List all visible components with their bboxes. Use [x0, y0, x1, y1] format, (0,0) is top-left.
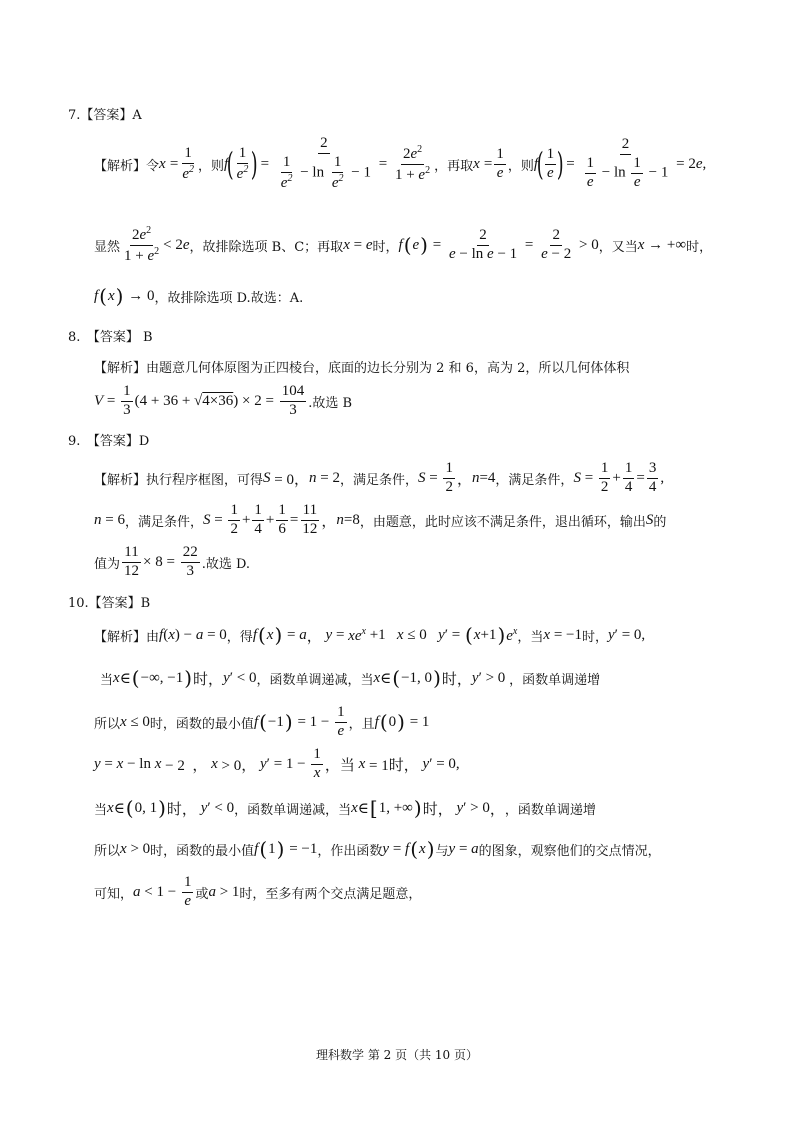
q7-answer: 7.【答案】A: [68, 108, 142, 123]
q10-line6: 所以 x > 0 时，函数的最小值 f ( 1 ) = −1 ，作出函数 y = f ( x ) 与 y = a 的图象，观察他们的交点情况，: [94, 837, 661, 861]
q10-line1: 【解析】由 f ( x ) − a = 0 ，得 f ( x ) = a ， y = $xe^x$ +1 x ≤ 0 y ′ = ( x +1 ) $e^x$ ，当 x = −1 时， y ′ = 0,: [94, 623, 646, 647]
q10-line5: 当 x ∈ ( 0, 1 ) 时， y ′ < 0 ，函数单调递减，当 x ∈ [ 1, +∞ ) 时， y ′ > 0 ， ，函数单调递增: [94, 796, 596, 820]
q9-line3: 值为 $\frac{11}{12}$ × 8 = $\frac{22}{3}$ .故选 D.: [94, 543, 251, 579]
q7-line1: 【解析】 令 x = $\frac{1}{e^2}$ ，则 f ( $\frac{1}{e^2}$ ) = 2 $\frac{1}{e^2}$ − ln $\frac{1}{e^2}$ − 1 = $\frac{2e^2}{1 + e^2}$ ，再取 x = $\frac{1}{e}$ ，则 f ( $\frac{1}{e}$ ) = 2 $\frac{1}{e}$ − ln $\frac{1}{e}$ − 1 = 2e,: [94, 135, 707, 191]
q7-heading: [68, 104, 142, 123]
q8-heading: [68, 326, 153, 345]
q7-line2: 显然 $\frac{2e^2}{1 + e^2}$ < 2e ，故排除选项 B、C；再取 x = e 时， f ( e ) = $\frac{2}{\text{e − ln e − 1}}$ = $\frac{2}{e - 2}$ > 0 ，又当 x → +∞ 时，: [94, 224, 713, 264]
q9-answer: 9. 【答案】D: [68, 434, 150, 449]
q10-line7: 可知， a < 1 − $\frac{1}{e}$ 或 a > 1 时，至多有两个交点满足题意，: [94, 873, 422, 909]
q10-line4: y = x − ln x − 2 ， x > 0， y ′ = 1 − $\frac{1}{x}$ ，当 x = 1时， y ′ = 0,: [94, 745, 460, 781]
q10-line2: 当 x ∈ ( −∞, −1 ) 时， y ′ < 0 ，函数单调递减，当 x ∈ ( −1, 0 ) 时， y ′ > 0 ，函数单调递增: [100, 666, 601, 690]
q8-line1: 【解析】由题意几何体原图为正四棱台，底面的边长分别为 2 和 6，高为 2，所以几何体体积: [94, 361, 630, 376]
q9-line2: n = 6 ，满足条件， S = $\frac{1}{2}$ + $\frac{1}{4}$ + $\frac{1}{6}$ = $\frac{11}{12}$ ， n =8 ，由题意，此时应该不满足条件，退出循环，输出 S 的: [94, 501, 667, 537]
q7-line3: f ( x ) → 0 ，故排除选项 D.故选：A.: [94, 284, 304, 308]
q10-answer: 10.【答案】B: [68, 596, 151, 611]
q9-line1: 【解析】执行程序框图，可得 S = 0， n = 2 ，满足条件， S = $\frac{1}{2}$ ， n =4 ，满足条件， S = $\frac{1}{2}$ + $\frac{1}{4}$ = $\frac{3}{4}$ ,: [94, 459, 665, 495]
page-footer: 理科数学 第 2 页（共 10 页）: [316, 1048, 478, 1062]
q9-heading: [68, 430, 149, 449]
q10-line3: 所以 x ≤ 0 时，函数的最小值 f ( −1 ) = 1 − $\frac{1}{e}$ ，且 f ( 0 ) = 1: [94, 703, 430, 739]
q8-line2: V = $\frac{1}{3}$ (4 + 36 + √4×36) × 2 = $\frac{104}{3}$ .故选 B: [94, 382, 353, 418]
q10-heading: [68, 592, 150, 611]
q8-answer: 8. 【答案】 B: [68, 330, 153, 345]
